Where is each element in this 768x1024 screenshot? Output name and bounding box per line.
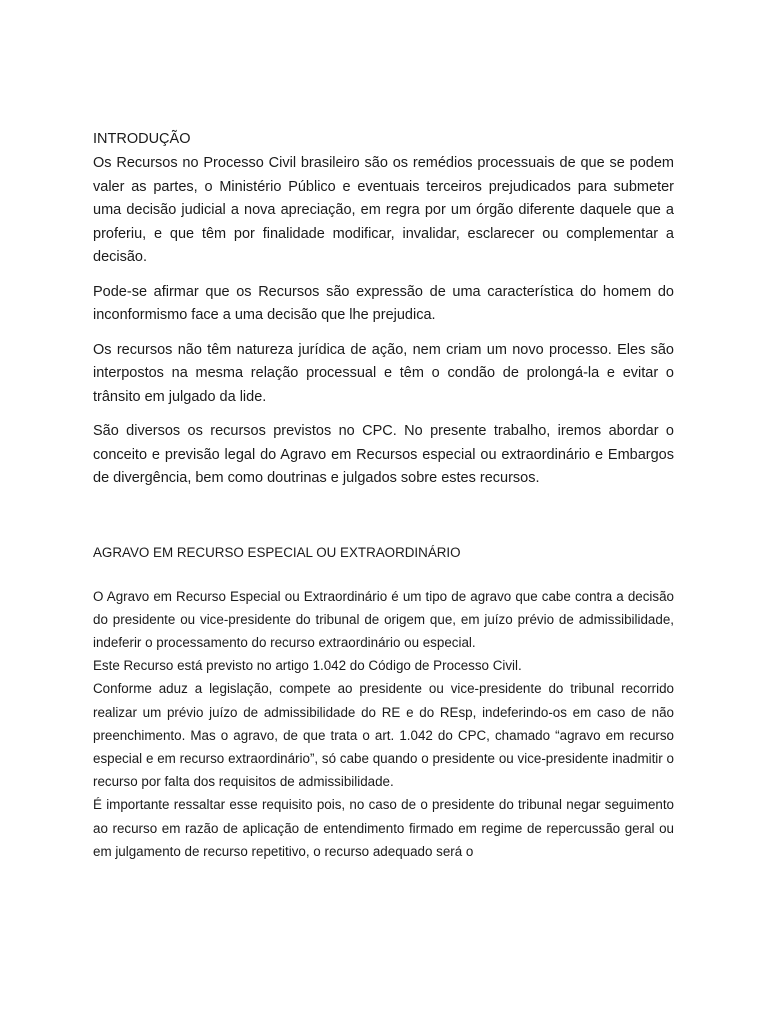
intro-paragraph: Pode-se afirmar que os Recursos são expressão de uma característica do homem do inconformismo face a uma decisão que lhe prejudica. (93, 283, 674, 323)
section-heading-agravo: AGRAVO EM RECURSO ESPECIAL OU EXTRAORDINÁRIO (93, 544, 461, 560)
agravo-paragraph: É importante ressaltar esse requisito pois, no caso de o presidente do tribunal negar seguimento ao recurso em razão de aplicação de entendimento firmado em regime de repercussão geral ou em julgamento de recurso repetitivo, o recurso adequado será o (93, 797, 674, 859)
intro-paragraph: Os Recursos no Processo Civil brasileiro são os remédios processuais de que se podem valer as partes, o Ministério Público e eventuais terceiros prejudicados para submeter uma decisão judicial a nova apreciação, em regra por um órgão diferente daquele que a proferiu, e que têm por finalidade modificar, invalidar, esclarecer ou complementar a decisão. (93, 155, 674, 265)
agravo-paragraph: Conforme aduz a legislação, compete ao presidente ou vice-presidente do tribunal recorrido realizar um prévio juízo de admissibilidade do RE e do REsp, indeferindo-os em caso de não preenchimento. Mas o agravo, de que trata o art. 1.042 do CPC, chamado “agravo em recurso especial e em recurso extraordinário”, só cabe quando o presidente ou vice-presidente inadmitir o recurso por falta dos requisitos de admissibilidade. (93, 681, 674, 790)
intro-paragraph: Os recursos não têm natureza jurídica de ação, nem criam um novo processo. Eles são interpostos na mesma relação processual e têm o condão de prolongá-la e evitar o trânsito em julgado da lide. (93, 341, 674, 405)
section-heading-introducao: INTRODUÇÃO (93, 131, 191, 147)
agravo-paragraph: Este Recurso está previsto no artigo 1.042 do Código de Processo Civil. (93, 658, 522, 674)
document-page (93, 129, 674, 863)
agravo-paragraph: O Agravo em Recurso Especial ou Extraordinário é um tipo de agravo que cabe contra a decisão do presidente ou vice-presidente do tribunal de origem que, em juízo prévio de admissibilidade, indeferir o processamento do recurso extraordinário ou especial. (93, 588, 674, 650)
intro-paragraph: São diversos os recursos previstos no CPC. No presente trabalho, iremos abordar o conceito e previsão legal do Agravo em Recursos especial ou extraordinário e Embargos de divergência, bem como doutrinas e julgados sobre estes recursos. (93, 423, 674, 486)
